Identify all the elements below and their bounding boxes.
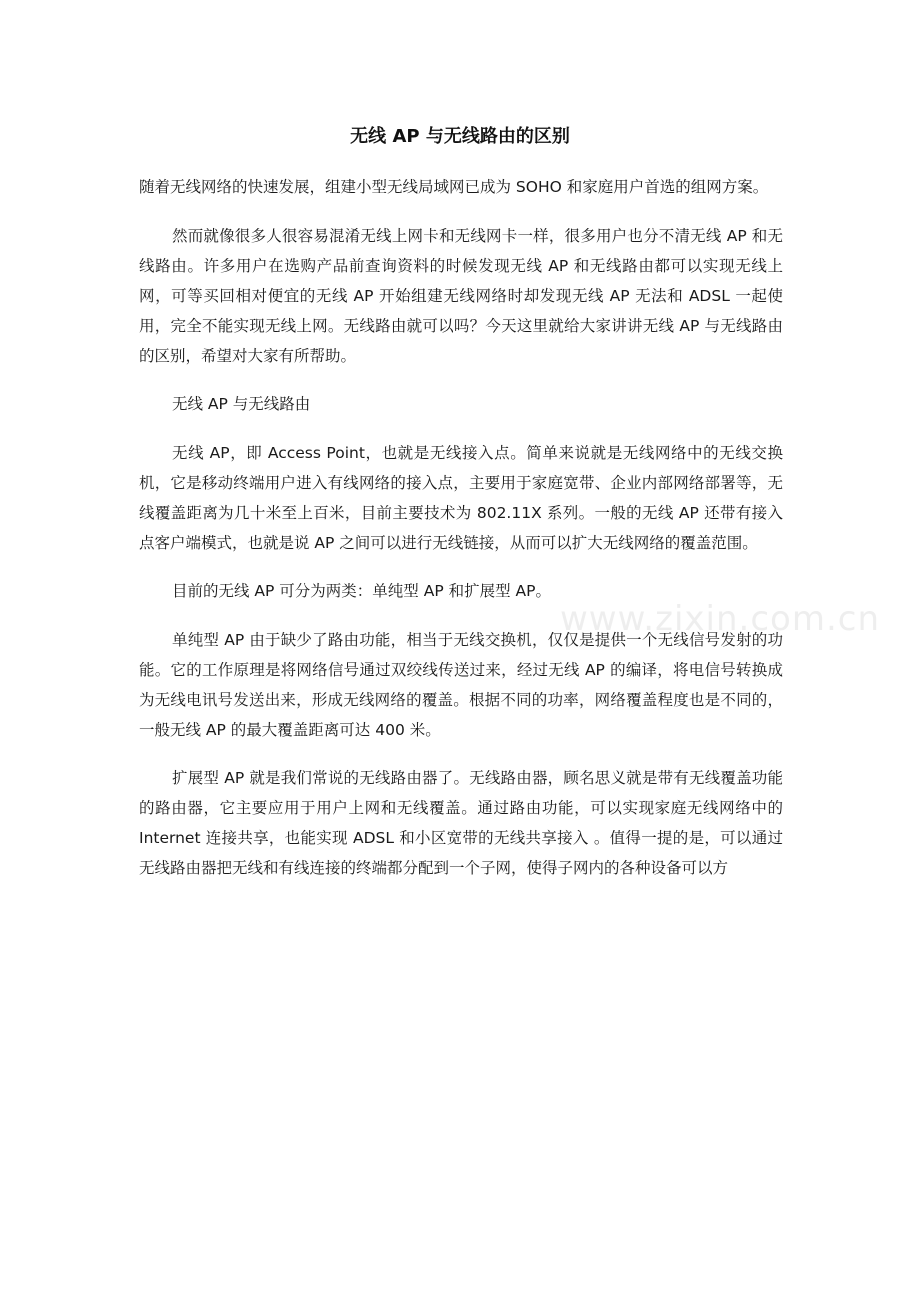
paragraph-ap-types: 目前的无线 AP 可分为两类：单纯型 AP 和扩展型 AP。 <box>172 582 551 600</box>
paragraph-intro: 随着无线网络的快速发展，组建小型无线局域网已成为 SOHO 和家庭用户首选的组网方案。 <box>139 178 769 196</box>
document-title: 无线 AP 与无线路由的区别 <box>350 126 570 147</box>
paragraph-ap-definition: 无线 AP，即 Access Point，也就是无线接入点。简单来说就是无线网络中的无线交换机，它是移动终端用户进入有线网络的接入点，主要用于家庭宽带、企业内部网络部署等，无线覆盖距离为几十米至上百米，目前主要技术为 802.11X 系列。一般的无线 AP 还带有接入点客户端模式，也就是说 AP 之间可以进行无线链接，从而可以扩大无线网络的覆盖范围。 <box>139 443 783 552</box>
watermark: www.zixin.com.cn <box>560 599 880 639</box>
document-body <box>139 172 783 902</box>
paragraph-confusion: 然而就像很多人很容易混淆无线上网卡和无线网卡一样，很多用户也分不清无线 AP 和无线路由。许多用户在选购产品前查询资料的时候发现无线 AP 和无线路由都可以实现无线上网，可等买回相对便宜的无线 AP 开始组建无线网络时却发现无线 AP 无法和 ADSL 一起使用，完全不能实现无线上网。无线路由就可以吗？今天这里就给大家讲讲无线 AP 与无线路由的区别，希望对大家有所帮助。 <box>139 226 783 365</box>
paragraph-extended-ap: 扩展型 AP 就是我们常说的无线路由器了。无线路由器，顾名思义就是带有无线覆盖功能的路由器，它主要应用于用户上网和无线覆盖。通过路由功能，可以实现家庭无线网络中的 Internet 连接共享，也能实现 ADSL 和小区宽带的无线共享接入 。值得一提的是，可以通过无线路由器把无线和有线连接的终端都分配到一个子网，使得子网内的各种设备可以方 <box>139 769 783 877</box>
section-heading: 无线 AP 与无线路由 <box>172 395 311 413</box>
paragraph-simple-ap: 单纯型 AP 由于缺少了路由功能，相当于无线交换机，仅仅是提供一个无线信号发射的功能。它的工作原理是将网络信号通过双绞线传送过来，经过无线 AP 的编译，将电信号转换成为无线电讯号发送出来，形成无线网络的覆盖。根据不同的功率，网络覆盖程度也是不同的，一般无线 AP 的最大覆盖距离可达 400 米。 <box>139 630 783 739</box>
